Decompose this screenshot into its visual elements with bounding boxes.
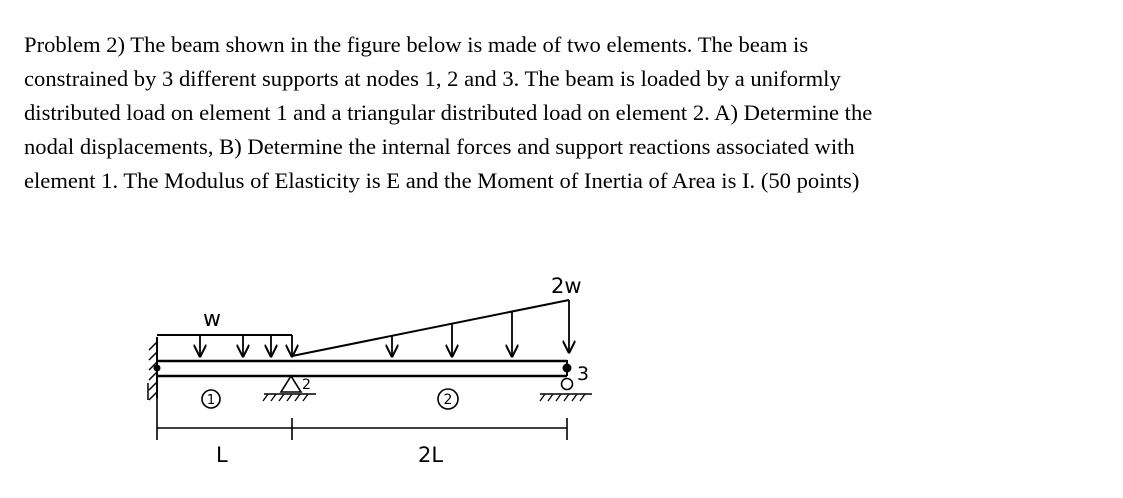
node-3-label: 3 [577,363,590,385]
dimension-lines [157,398,567,467]
element-2-marker [438,389,458,409]
roller-support-node-3 [540,363,592,401]
element-1-label: 1 [206,393,216,408]
length-2-label: 2L [418,443,444,467]
triangular-load [292,300,569,356]
problem-line-2: constrained by 3 different supports at nodes 1, 2 and 3. The beam is loaded by a uniformly [24,66,841,91]
uniform-load [157,335,292,356]
problem-line-4: nodal displacements, B) Determine the internal forces and support reactions associated with [24,134,855,159]
node-2-label: 2 [302,377,311,393]
problem-line-3: distributed load on element 1 and a triangular distributed load on element 2. A) Determine the [24,100,873,125]
problem-line-1: Problem 2) The beam shown in the figure below is made of two elements. The beam is [24,32,809,57]
problem-line-5: element 1. The Modulus of Elasticity is E and the Moment of Inertia of Area is I. (50 points) [24,168,860,193]
uniform-load-label: w [203,307,221,332]
element-1-marker [202,390,220,408]
beam [154,360,568,376]
element-2-label: 2 [443,392,453,408]
max-load-label: 2w [551,274,582,298]
pin-support-node-2 [263,376,316,401]
length-1-label: L [216,443,228,467]
